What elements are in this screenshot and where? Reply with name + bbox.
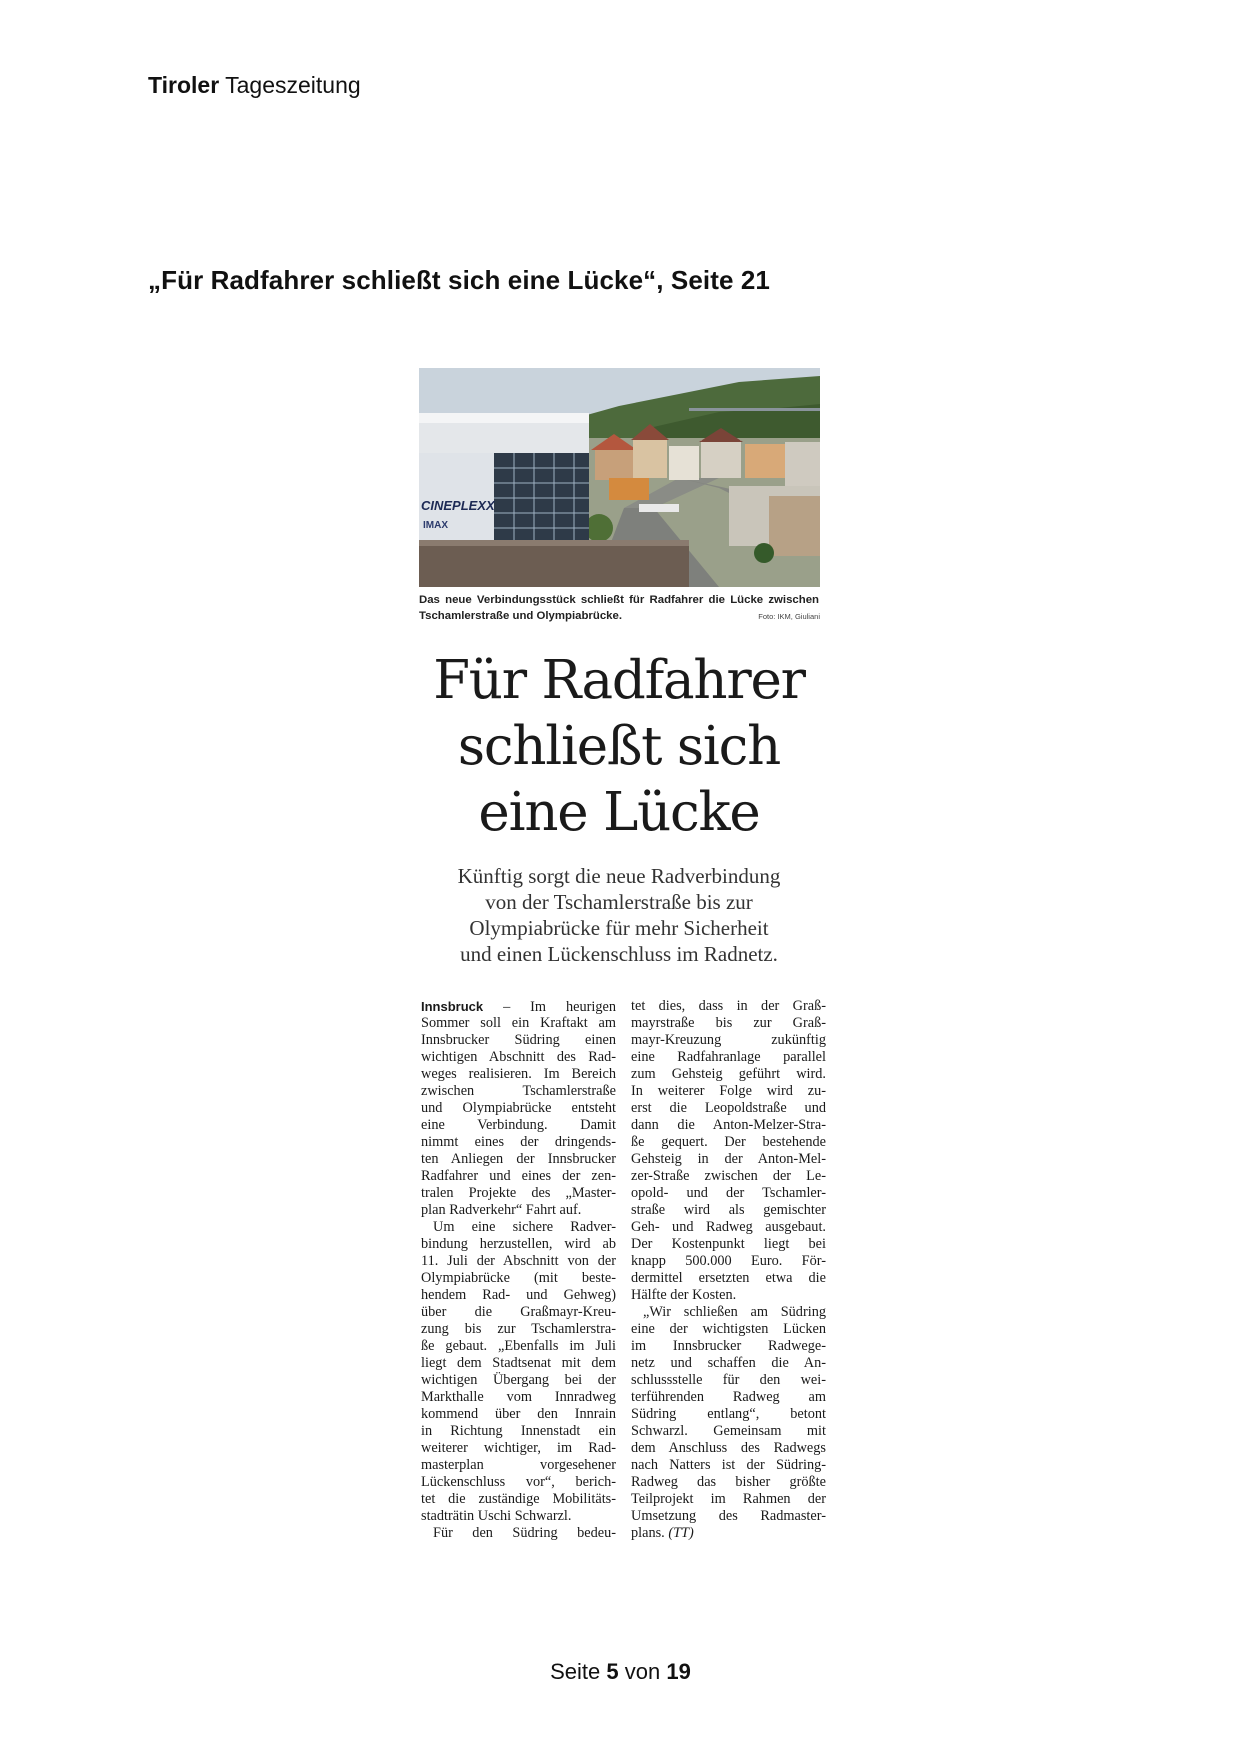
body-line: Südring entlang“, betont — [631, 1406, 826, 1422]
body-line: Radfahrer und eines der zen- — [421, 1168, 616, 1184]
body-line: und Olympiabrücke entsteht — [421, 1100, 616, 1116]
lead-line: Olympiabrücke für mehr Sicherheit — [469, 916, 769, 940]
body-line: tet die zuständige Mobilitäts- — [421, 1491, 616, 1507]
body-text: – Im heurigen — [483, 999, 616, 1015]
body-line: weiterer wichtiger, im Rad- — [421, 1440, 616, 1456]
caption-line: Tschamlerstraße und Olympiabrücke. — [419, 610, 622, 622]
article-photo — [419, 368, 820, 587]
body-line: ße gebaut. „Ebenfalls im Juli — [421, 1338, 616, 1354]
lead-line: Künftig sorgt die neue Radverbindung — [457, 864, 781, 888]
body-line-final — [631, 1525, 826, 1542]
body-line: opold- und der Tschamler- — [631, 1185, 826, 1201]
article-reference-title: „Für Radfahrer schließt sich eine Lücke“, Seite 21 — [148, 265, 770, 295]
body-line: Hälfte der Kosten. — [631, 1287, 737, 1303]
body-line: Umsetzung des Radmaster- — [631, 1508, 826, 1524]
body-line: Gehsteig in der Anton-Mel- — [631, 1151, 826, 1167]
body-line: Lückenschluss vor“, berich- — [421, 1474, 616, 1490]
page-word: Seite — [550, 1659, 601, 1684]
article-headline — [418, 648, 820, 846]
lead-line: und einen Lückenschluss im Radnetz. — [460, 942, 778, 966]
body-line: Innsbrucker Südring einen — [421, 1032, 616, 1048]
body-line: zum Gehsteig geführt wird. — [631, 1066, 826, 1082]
body-line: weges realisieren. Im Bereich — [421, 1066, 616, 1082]
body-line: nach Natters ist der Südring- — [631, 1457, 826, 1473]
body-line: zer-Straße zwischen der Le- — [631, 1168, 826, 1184]
publication-name — [148, 72, 361, 99]
body-line: plan Radverkehr“ Fahrt auf. — [421, 1202, 582, 1218]
sign-imax: IMAX — [423, 520, 448, 531]
body-line: dem Anschluss des Radwegs — [631, 1440, 826, 1456]
body-line: tralen Projekte des „Master- — [421, 1185, 616, 1201]
body-line: Für den Südring bedeu- — [433, 1525, 616, 1541]
publication-name-bold: Tiroler — [148, 72, 220, 98]
body-line: dann die Anton-Melzer-Stra- — [631, 1117, 826, 1133]
body-line: mayr-Kreuzung zukünftig — [631, 1032, 826, 1048]
lead-line: von der Tschamlerstraße bis zur — [485, 890, 753, 914]
headline-line: Für Radfahrer — [433, 650, 805, 711]
sign-cineplexx: CINEPLEXX — [421, 498, 495, 513]
body-line: Um eine sichere Radver- — [433, 1219, 616, 1235]
body-line: ße gequert. Der bestehende — [631, 1134, 826, 1150]
body-line: eine Radfahranlage parallel — [631, 1049, 826, 1065]
body-line: stadträtin Uschi Schwarzl. — [421, 1508, 572, 1524]
body-line: Olympiabrücke (mit beste- — [421, 1270, 616, 1286]
body-text: plans. — [631, 1525, 665, 1541]
body-line: Teilprojekt im Rahmen der — [631, 1491, 826, 1507]
body-line: eine der wichtigsten Lücken — [631, 1321, 826, 1337]
body-line: in Richtung Innenstadt ein — [421, 1423, 616, 1439]
body-line: liegt dem Stadtsenat mit dem — [421, 1355, 616, 1371]
body-line: ten Anliegen der Innsbrucker — [421, 1151, 616, 1167]
body-line: hendem Rad- und Gehweg) — [421, 1287, 616, 1303]
street-scene-image — [419, 368, 820, 587]
body-line: Markthalle vom Innradweg — [421, 1389, 616, 1405]
body-line-first — [421, 998, 616, 1015]
body-line: mayrstraße bis zur Graß- — [631, 1015, 826, 1031]
headline-line: eine Lücke — [478, 782, 760, 843]
body-line: eine Verbindung. Damit — [421, 1117, 616, 1133]
dateline: Innsbruck — [421, 999, 484, 1014]
body-line: Sommer soll ein Kraftakt am — [421, 1015, 616, 1031]
photo-credit: Foto: IKM, Giuliani — [758, 612, 820, 621]
page-number: 5 — [606, 1659, 619, 1684]
body-line: wichtigen Übergang bei der — [421, 1372, 616, 1388]
body-line: netz und schaffen die An- — [631, 1355, 826, 1371]
body-line: dermittel ersetzten etwa die — [631, 1270, 826, 1286]
publication-name-rest: Tageszeitung — [219, 72, 361, 98]
headline-line: schließt sich — [457, 716, 781, 777]
author-signature: (TT) — [668, 1525, 694, 1541]
body-line: Geh- und Radweg ausgebaut. — [631, 1219, 826, 1235]
page-total: 19 — [666, 1659, 691, 1684]
body-line: straße wird als gemischter — [631, 1202, 826, 1218]
of-word: von — [624, 1659, 661, 1684]
body-line: bindung herzustellen, wird ab — [421, 1236, 616, 1252]
page-footer — [0, 1659, 1241, 1685]
body-line: knapp 500.000 Euro. För- — [631, 1253, 826, 1269]
body-line: 11. Juli der Abschnitt von der — [421, 1253, 616, 1269]
body-line: Radweg das bisher größte — [631, 1474, 826, 1490]
body-line: masterplan vorgesehener — [421, 1457, 616, 1473]
caption-line: Das neue Verbindungsstück schließt für Radfahrer die Lücke zwischen — [419, 594, 819, 606]
body-line: nimmt eines der dringends- — [421, 1134, 616, 1150]
body-line: Schwarzl. Gemeinsam mit — [631, 1423, 826, 1439]
body-line: schlussstelle für den wei- — [631, 1372, 826, 1388]
body-line: zwischen Tschamlerstraße — [421, 1083, 616, 1099]
body-column-left — [421, 998, 616, 1542]
article-lead — [418, 863, 820, 967]
body-line: kommend über den Innrain — [421, 1406, 616, 1422]
body-line: zung bis zur Tschamlerstra- — [421, 1321, 616, 1337]
body-line: terführenden Radweg am — [631, 1389, 826, 1405]
body-line: „Wir schließen am Südring — [643, 1304, 826, 1320]
body-line: im Innsbrucker Radwege- — [631, 1338, 826, 1354]
body-line: tet dies, dass in der Graß- — [631, 998, 826, 1014]
body-line: Der Kostenpunkt liegt bei — [631, 1236, 826, 1252]
body-line: In weiterer Folge wird zu- — [631, 1083, 826, 1099]
body-line: erst die Leopoldstraße und — [631, 1100, 826, 1116]
body-line: wichtigen Abschnitt des Rad- — [421, 1049, 616, 1065]
body-line: über die Graßmayr-Kreu- — [421, 1304, 616, 1320]
body-column-right — [631, 998, 826, 1542]
